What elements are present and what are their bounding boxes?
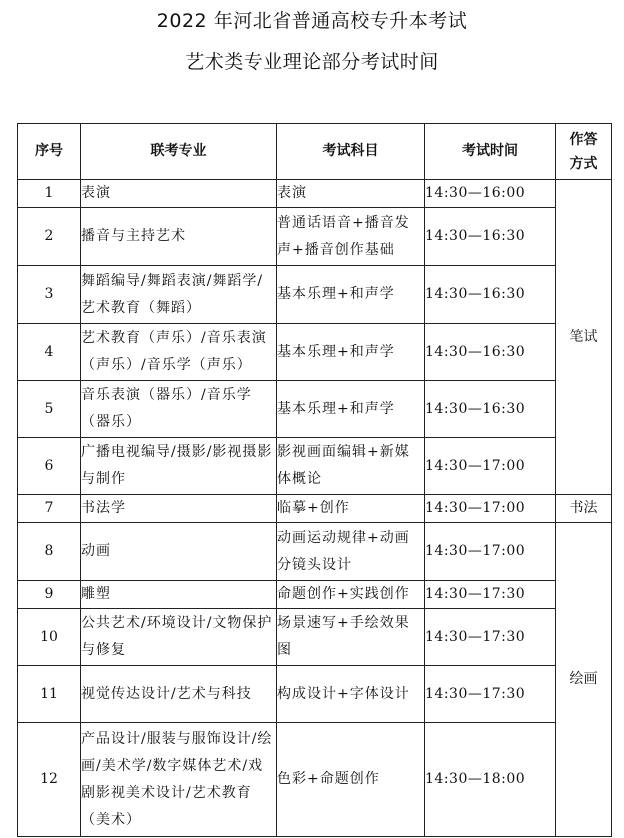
row-major: 播音与主持艺术 [81, 208, 277, 266]
table-row [18, 208, 612, 266]
mode-painting: 绘画 [556, 523, 612, 837]
header-mode: 作答 方式 [556, 124, 612, 180]
row-time: 14:30—17:30 [425, 609, 556, 666]
row-time: 14:30—17:00 [425, 438, 556, 495]
mode-calligraphy: 书法 [556, 495, 612, 523]
row-time: 14:30—17:30 [425, 666, 556, 723]
row-time: 14:30—17:00 [425, 523, 556, 581]
row-time: 14:30—17:30 [425, 581, 556, 609]
row-time: 14:30—16:30 [425, 324, 556, 381]
row-major: 动画 [81, 523, 277, 581]
row-no: 3 [18, 266, 81, 324]
header-subject: 考试科目 [277, 124, 425, 180]
row-time: 14:30—16:30 [425, 381, 556, 438]
header-no: 序号 [18, 124, 81, 180]
row-no: 10 [18, 609, 81, 666]
row-time: 14:30—16:30 [425, 266, 556, 324]
row-subject: 构成设计+字体设计 [277, 666, 425, 723]
row-major: 公共艺术/环境设计/文物保护与修复 [81, 609, 277, 666]
table-row [18, 438, 612, 495]
row-time: 14:30—17:00 [425, 495, 556, 523]
row-subject: 色彩+命题创作 [277, 723, 425, 837]
mode-written: 笔试 [556, 180, 612, 495]
table-row [18, 180, 612, 208]
row-no: 1 [18, 180, 81, 208]
row-subject: 表演 [277, 180, 425, 208]
row-no: 8 [18, 523, 81, 581]
table-row [18, 324, 612, 381]
table-header-row [18, 124, 612, 180]
row-subject: 普通话语音+播音发声+播音创作基础 [277, 208, 425, 266]
row-major: 表演 [81, 180, 277, 208]
row-no: 2 [18, 208, 81, 266]
row-major: 雕塑 [81, 581, 277, 609]
row-subject: 影视画面编辑+新媒体概论 [277, 438, 425, 495]
table-row [18, 523, 612, 581]
table-row [18, 266, 612, 324]
document-title-line2: 艺术类专业理论部分考试时间 [185, 51, 439, 73]
row-subject: 临摹+创作 [277, 495, 425, 523]
row-subject: 基本乐理+和声学 [277, 324, 425, 381]
row-time: 14:30—18:00 [425, 723, 556, 837]
row-major: 书法学 [81, 495, 277, 523]
row-time: 14:30—16:30 [425, 208, 556, 266]
row-subject: 场景速写+手绘效果图 [277, 609, 425, 666]
row-no: 4 [18, 324, 81, 381]
row-subject: 基本乐理+和声学 [277, 381, 425, 438]
row-subject: 基本乐理+和声学 [277, 266, 425, 324]
row-no: 12 [18, 723, 81, 837]
row-no: 6 [18, 438, 81, 495]
row-no: 7 [18, 495, 81, 523]
row-no: 9 [18, 581, 81, 609]
row-major: 广播电视编导/摄影/影视摄影与制作 [81, 438, 277, 495]
document-title-line1: 2022 年河北省普通高校专升本考试 [156, 10, 468, 32]
row-major: 音乐表演（器乐）/音乐学（器乐） [81, 381, 277, 438]
table-row [18, 381, 612, 438]
row-major: 舞蹈编导/舞蹈表演/舞蹈学/艺术教育（舞蹈） [81, 266, 277, 324]
exam-schedule-table [17, 123, 612, 837]
row-major: 产品设计/服装与服饰设计/绘画/美术学/数字媒体艺术/戏剧影视美术设计/艺术教育（美术） [81, 723, 277, 837]
row-subject: 动画运动规律+动画分镜头设计 [277, 523, 425, 581]
row-major: 视觉传达设计/艺术与科技 [81, 666, 277, 723]
header-major: 联考专业 [81, 124, 277, 180]
table-row [18, 723, 612, 837]
row-major: 艺术教育（声乐）/音乐表演（声乐）/音乐学（声乐） [81, 324, 277, 381]
row-time: 14:30—16:00 [425, 180, 556, 208]
header-time: 考试时间 [425, 124, 556, 180]
table-row [18, 666, 612, 723]
table-row [18, 581, 612, 609]
row-subject: 命题创作+实践创作 [277, 581, 425, 609]
table-row [18, 609, 612, 666]
row-no: 11 [18, 666, 81, 723]
row-no: 5 [18, 381, 81, 438]
table-row [18, 495, 612, 523]
